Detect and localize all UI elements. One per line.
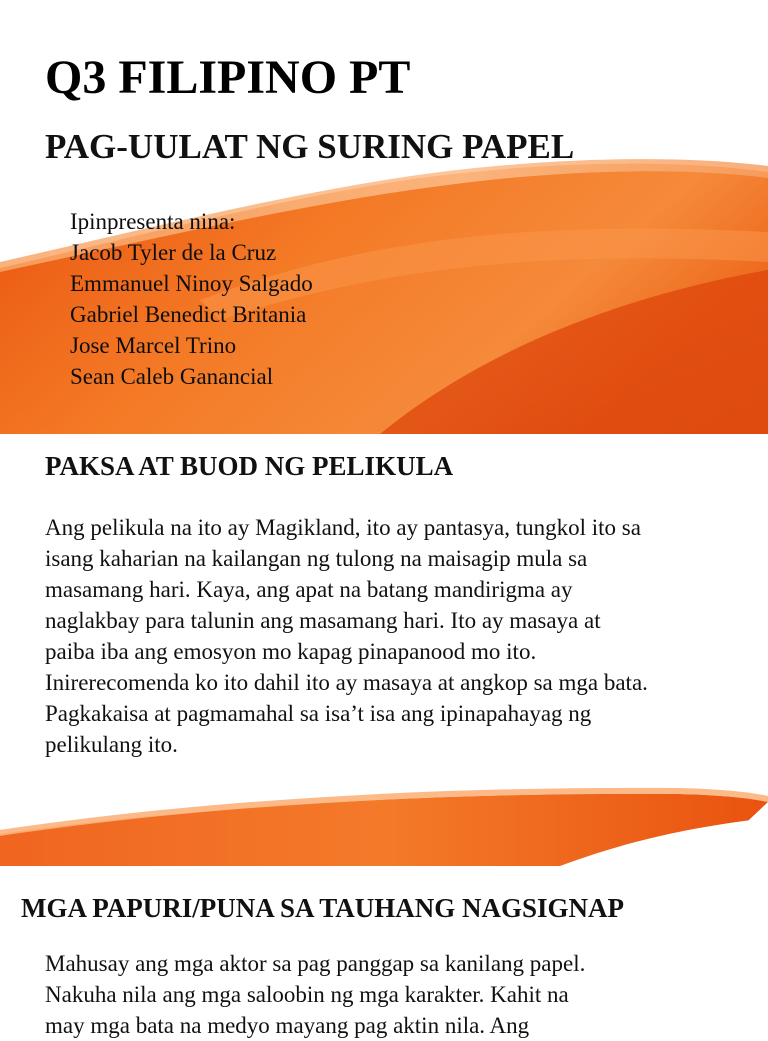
- comments-paragraph: [45, 948, 745, 1041]
- presenter-name: Jose Marcel Trino: [70, 333, 237, 358]
- paragraph-line: Inirerecomenda ko ito dahil ito ay masaya at angkop sa mga bata.: [45, 670, 648, 695]
- paragraph-line: paiba iba ang emosyon mo kapag pinapanood mo ito.: [45, 639, 537, 664]
- paragraph-line: isang kaharian na kailangan ng tulong na maisagip mula sa: [45, 546, 588, 571]
- section-heading: PAKSA AT BUOD NG PELIKULA: [45, 451, 454, 481]
- paragraph-line: Mahusay ang mga aktor sa pag panggap sa kanilang papel.: [45, 951, 586, 976]
- section-heading: MGA PAPURI/PUNA SA TAUHANG NAGSIGNAP: [21, 893, 625, 923]
- paragraph-line: Nakuha nila ang mga saloobin ng mga karakter. Kahit na: [45, 982, 569, 1007]
- paragraph-line: Ang pelikula na ito ay Magikland, ito ay pantasya, tungkol ito sa: [45, 515, 641, 540]
- presenter-name: Gabriel Benedict Britania: [70, 302, 307, 327]
- paragraph-line: may mga bata na medyo mayang pag aktin nila. Ang: [45, 1013, 530, 1038]
- presenter-name: Sean Caleb Ganancial: [70, 364, 274, 389]
- summary-paragraph: [45, 512, 735, 760]
- paragraph-line: masamang hari. Kaya, ang apat na batang mandirigma ay: [45, 577, 573, 602]
- paragraph-line: pelikulang ito.: [45, 732, 178, 757]
- summary-slide: [0, 434, 768, 866]
- paragraph-line: Pagkakaisa at pagmamahal sa isa’t isa ang ipinapahayag ng: [45, 701, 592, 726]
- presenter-name: Emmanuel Ninoy Salgado: [70, 271, 313, 296]
- paragraph-line: naglakbay para talunin ang masamang hari. Ito ay masaya at: [45, 608, 601, 633]
- page-title: Q3 FILIPINO PT: [45, 51, 411, 104]
- presenter-name: Jacob Tyler de la Cruz: [70, 240, 277, 265]
- presenter-list: [70, 206, 313, 392]
- page-subtitle: PAG-UULAT NG SURING PAPEL: [45, 127, 575, 166]
- comments-slide: [0, 866, 768, 1038]
- presenters-label: Ipinpresenta nina:: [70, 209, 236, 234]
- title-slide: [0, 0, 768, 434]
